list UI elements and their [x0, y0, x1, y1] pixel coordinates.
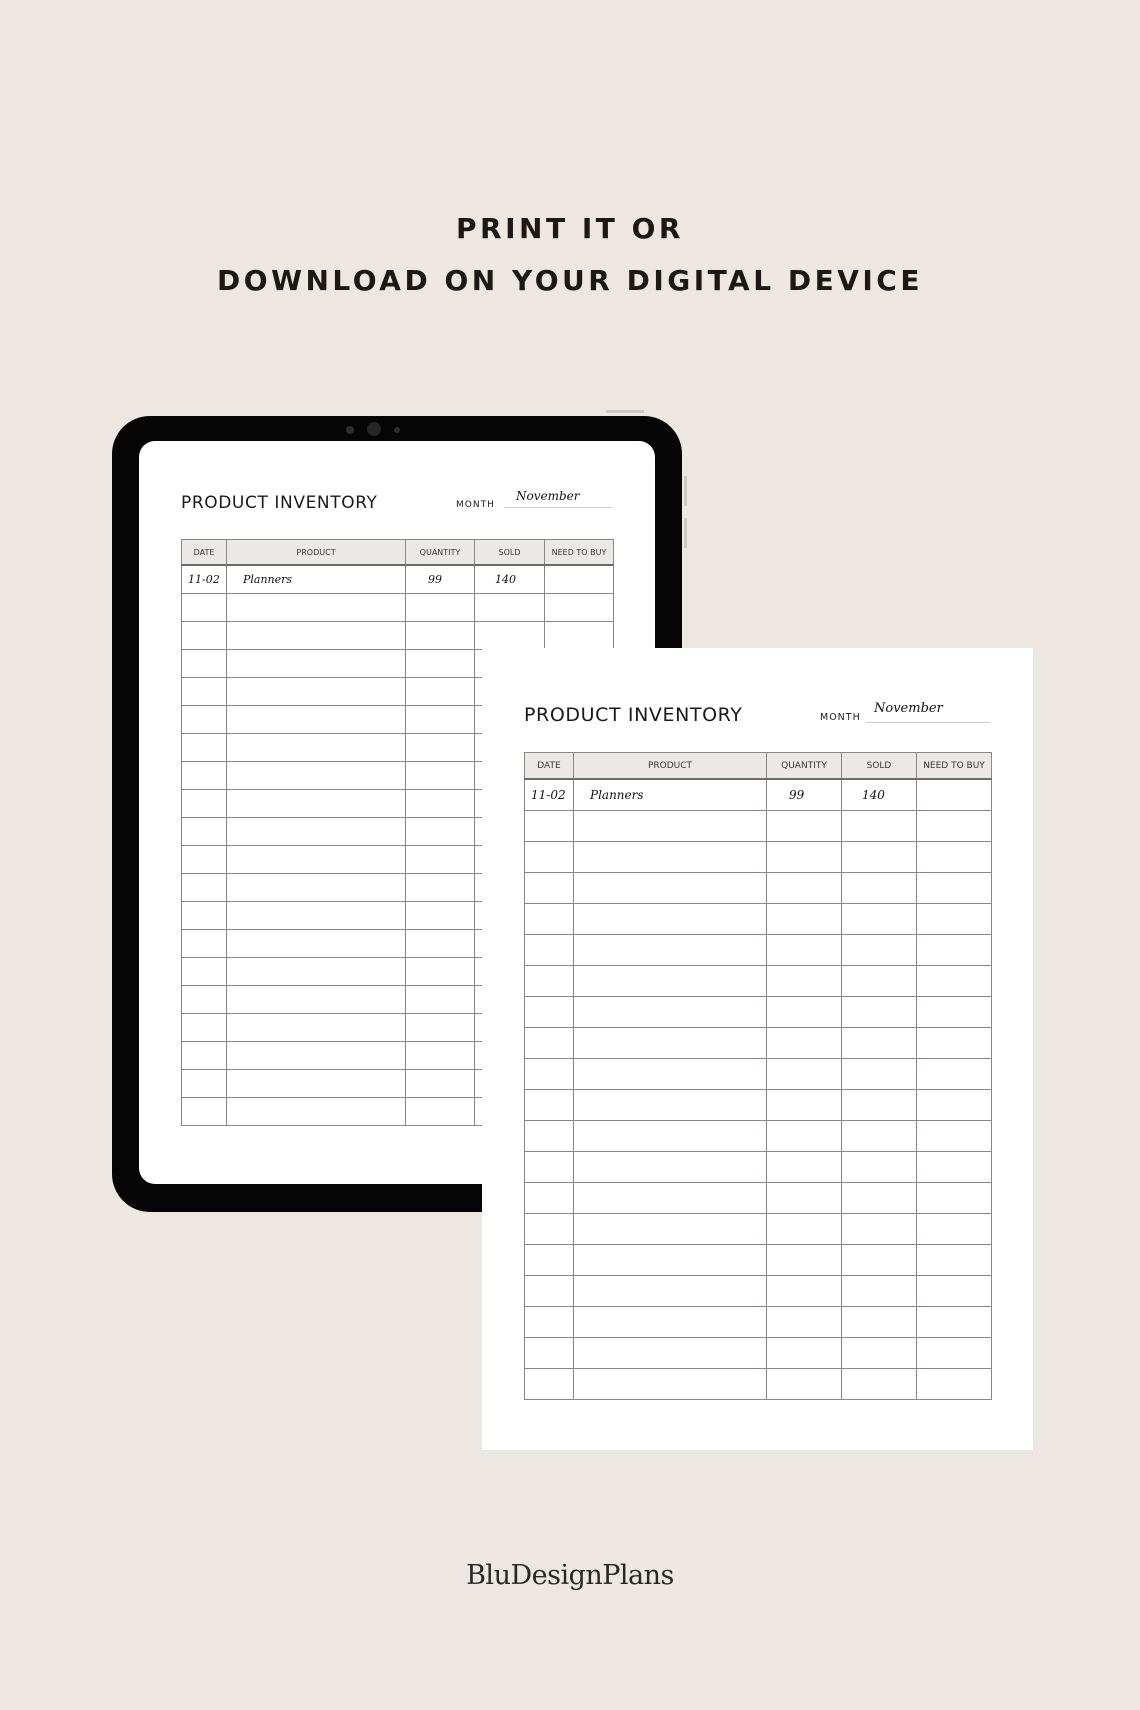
- cell-date-value: 11-02: [188, 573, 220, 586]
- table-row: [525, 1152, 992, 1183]
- cell-product[interactable]: [574, 966, 767, 997]
- cell-quantity-value: 99: [789, 788, 805, 802]
- cell-date[interactable]: [525, 873, 574, 904]
- cell-product[interactable]: [227, 986, 406, 1014]
- cell-date[interactable]: [182, 594, 227, 622]
- cell-date[interactable]: [525, 1121, 574, 1152]
- cell-product[interactable]: [574, 935, 767, 966]
- cell-date[interactable]: [525, 811, 574, 842]
- brand-logo: BluDesignPlans: [466, 1560, 674, 1591]
- cell-product[interactable]: [227, 846, 406, 874]
- cell-need-to-buy[interactable]: [545, 565, 614, 594]
- table-header-row: [182, 540, 614, 566]
- cell-date[interactable]: [182, 902, 227, 930]
- column-product-header: PRODUCT: [227, 540, 406, 566]
- cell-sold-value: 140: [862, 788, 885, 802]
- cell-product[interactable]: [227, 565, 406, 594]
- column-product-header: PRODUCT: [574, 753, 767, 780]
- cell-sold[interactable]: [842, 904, 917, 935]
- cell-sold[interactable]: [842, 1059, 917, 1090]
- table-header-row: [525, 753, 992, 780]
- cell-quantity[interactable]: [406, 1014, 475, 1042]
- table-row: [182, 594, 614, 622]
- cell-date[interactable]: [525, 1183, 574, 1214]
- cell-need-to-buy[interactable]: [917, 935, 992, 966]
- cell-product-value: Planners: [243, 573, 293, 586]
- cell-product[interactable]: [227, 1098, 406, 1126]
- cell-need-to-buy[interactable]: [917, 1307, 992, 1338]
- cell-sold[interactable]: [842, 842, 917, 873]
- table-row: [525, 842, 992, 873]
- table-row: [525, 1121, 992, 1152]
- cell-product[interactable]: [574, 997, 767, 1028]
- cell-date[interactable]: [182, 930, 227, 958]
- cell-date[interactable]: [525, 779, 574, 811]
- cell-date[interactable]: [525, 1369, 574, 1400]
- cell-product[interactable]: [227, 818, 406, 846]
- cell-need-to-buy[interactable]: [917, 1152, 992, 1183]
- cell-quantity[interactable]: [406, 790, 475, 818]
- cell-date[interactable]: [525, 842, 574, 873]
- cell-quantity[interactable]: [406, 678, 475, 706]
- cell-quantity[interactable]: [406, 1070, 475, 1098]
- cell-date[interactable]: [182, 565, 227, 594]
- cell-date[interactable]: [182, 706, 227, 734]
- cell-product[interactable]: [227, 1070, 406, 1098]
- cell-need-to-buy[interactable]: [545, 622, 614, 650]
- cell-product[interactable]: [227, 622, 406, 650]
- cell-product[interactable]: [574, 1090, 767, 1121]
- cell-need-to-buy[interactable]: [917, 873, 992, 904]
- cell-quantity[interactable]: [767, 1276, 842, 1307]
- cell-quantity[interactable]: [767, 904, 842, 935]
- cell-product-value: Planners: [590, 788, 644, 802]
- cell-sold[interactable]: [842, 1276, 917, 1307]
- cell-sold[interactable]: [475, 622, 545, 650]
- table-row: [525, 811, 992, 842]
- cell-date[interactable]: [525, 1059, 574, 1090]
- tablet-sensor-right: [394, 427, 400, 433]
- cell-quantity[interactable]: [767, 997, 842, 1028]
- cell-product[interactable]: [574, 1183, 767, 1214]
- cell-sold[interactable]: [475, 594, 545, 622]
- cell-need-to-buy[interactable]: [917, 1369, 992, 1400]
- cell-date[interactable]: [525, 1338, 574, 1369]
- cell-product[interactable]: [574, 1276, 767, 1307]
- cell-sold[interactable]: [842, 966, 917, 997]
- cell-quantity[interactable]: [767, 1028, 842, 1059]
- cell-quantity[interactable]: [767, 1059, 842, 1090]
- cell-date[interactable]: [525, 1245, 574, 1276]
- cell-sold[interactable]: [842, 1307, 917, 1338]
- cell-product[interactable]: [227, 958, 406, 986]
- cell-quantity[interactable]: [406, 650, 475, 678]
- cell-quantity[interactable]: [406, 565, 475, 594]
- column-need-to-buy-header: NEED TO BUY: [545, 540, 614, 566]
- cell-sold[interactable]: [842, 811, 917, 842]
- cell-quantity[interactable]: [406, 846, 475, 874]
- printed-page: [482, 648, 1033, 1450]
- cell-date[interactable]: [182, 958, 227, 986]
- cell-quantity[interactable]: [767, 1183, 842, 1214]
- cell-product[interactable]: [227, 734, 406, 762]
- cell-quantity[interactable]: [767, 842, 842, 873]
- column-date-header: DATE: [525, 753, 574, 780]
- cell-quantity[interactable]: [767, 1307, 842, 1338]
- table-row: [525, 1028, 992, 1059]
- cell-quantity[interactable]: [406, 986, 475, 1014]
- cell-need-to-buy[interactable]: [917, 1245, 992, 1276]
- cell-need-to-buy[interactable]: [917, 1183, 992, 1214]
- inventory-table: [524, 752, 992, 1400]
- cell-sold[interactable]: [842, 1214, 917, 1245]
- cell-product[interactable]: [227, 762, 406, 790]
- month-value: November: [874, 701, 943, 716]
- table-row: [525, 1059, 992, 1090]
- table-row: [525, 904, 992, 935]
- cell-product[interactable]: [227, 678, 406, 706]
- cell-sold[interactable]: [842, 1369, 917, 1400]
- cell-quantity[interactable]: [767, 1338, 842, 1369]
- cell-date[interactable]: [182, 1070, 227, 1098]
- cell-product[interactable]: [574, 1307, 767, 1338]
- cell-quantity[interactable]: [767, 1214, 842, 1245]
- cell-date[interactable]: [182, 790, 227, 818]
- cell-date[interactable]: [182, 762, 227, 790]
- column-quantity-header: QUANTITY: [767, 753, 842, 780]
- cell-quantity[interactable]: [767, 811, 842, 842]
- table-row: [525, 1307, 992, 1338]
- cell-product[interactable]: [574, 842, 767, 873]
- month-label: MONTH: [456, 500, 495, 510]
- cell-sold[interactable]: [842, 1028, 917, 1059]
- cell-need-to-buy[interactable]: [917, 1028, 992, 1059]
- cell-quantity[interactable]: [406, 874, 475, 902]
- cell-date[interactable]: [525, 935, 574, 966]
- cell-product[interactable]: [574, 1369, 767, 1400]
- cell-date[interactable]: [182, 986, 227, 1014]
- cell-product[interactable]: [574, 873, 767, 904]
- column-sold-header: SOLD: [475, 540, 545, 566]
- cell-need-to-buy[interactable]: [917, 1121, 992, 1152]
- cell-product[interactable]: [574, 811, 767, 842]
- cell-product[interactable]: [227, 930, 406, 958]
- cell-date[interactable]: [182, 622, 227, 650]
- table-row: [182, 565, 614, 594]
- cell-need-to-buy[interactable]: [917, 779, 992, 811]
- table-row: [525, 873, 992, 904]
- table-row: [182, 622, 614, 650]
- cell-sold[interactable]: [842, 997, 917, 1028]
- column-sold-header: SOLD: [842, 753, 917, 780]
- tablet-sensor-left: [346, 426, 354, 434]
- cell-date[interactable]: [182, 734, 227, 762]
- cell-product[interactable]: [574, 1121, 767, 1152]
- cell-quantity[interactable]: [406, 622, 475, 650]
- column-quantity-header: QUANTITY: [406, 540, 475, 566]
- cell-quantity[interactable]: [767, 1121, 842, 1152]
- planner-title: PRODUCT INVENTORY: [181, 493, 378, 513]
- cell-date[interactable]: [182, 650, 227, 678]
- cell-quantity[interactable]: [406, 762, 475, 790]
- cell-product[interactable]: [227, 874, 406, 902]
- cell-product[interactable]: [574, 904, 767, 935]
- cell-quantity[interactable]: [767, 873, 842, 904]
- cell-need-to-buy[interactable]: [917, 966, 992, 997]
- cell-quantity[interactable]: [406, 818, 475, 846]
- cell-date[interactable]: [182, 1042, 227, 1070]
- cell-sold[interactable]: [842, 1090, 917, 1121]
- cell-sold[interactable]: [842, 1121, 917, 1152]
- month-value: November: [516, 489, 580, 503]
- cell-sold[interactable]: [475, 565, 545, 594]
- cell-quantity[interactable]: [406, 930, 475, 958]
- cell-date[interactable]: [525, 904, 574, 935]
- cell-date[interactable]: [525, 1307, 574, 1338]
- headline-line-2: DOWNLOAD ON YOUR DIGITAL DEVICE: [217, 264, 923, 297]
- table-row: [525, 1338, 992, 1369]
- cell-quantity[interactable]: [767, 779, 842, 811]
- cell-need-to-buy[interactable]: [917, 1214, 992, 1245]
- cell-product[interactable]: [574, 1152, 767, 1183]
- cell-need-to-buy[interactable]: [917, 997, 992, 1028]
- cell-need-to-buy[interactable]: [917, 1338, 992, 1369]
- cell-date[interactable]: [525, 1152, 574, 1183]
- cell-quantity[interactable]: [406, 1098, 475, 1126]
- cell-sold[interactable]: [842, 935, 917, 966]
- cell-sold-value: 140: [495, 573, 516, 586]
- cell-date[interactable]: [182, 1014, 227, 1042]
- cell-date[interactable]: [525, 1276, 574, 1307]
- cell-product[interactable]: [227, 790, 406, 818]
- cell-product[interactable]: [227, 1042, 406, 1070]
- cell-sold[interactable]: [842, 1245, 917, 1276]
- cell-need-to-buy[interactable]: [917, 842, 992, 873]
- cell-quantity[interactable]: [406, 706, 475, 734]
- cell-quantity[interactable]: [406, 902, 475, 930]
- planner-title: PRODUCT INVENTORY: [524, 704, 743, 726]
- cell-date[interactable]: [182, 818, 227, 846]
- cell-need-to-buy[interactable]: [917, 1276, 992, 1307]
- table-row: [525, 997, 992, 1028]
- cell-need-to-buy[interactable]: [917, 904, 992, 935]
- cell-product[interactable]: [574, 1245, 767, 1276]
- table-row: [525, 1214, 992, 1245]
- cell-quantity[interactable]: [406, 594, 475, 622]
- cell-date[interactable]: [525, 1214, 574, 1245]
- cell-quantity-value: 99: [428, 573, 442, 586]
- cell-sold[interactable]: [842, 1338, 917, 1369]
- cell-sold[interactable]: [842, 873, 917, 904]
- tablet-camera-icon: [367, 422, 381, 436]
- cell-date[interactable]: [182, 846, 227, 874]
- table-row: [525, 1369, 992, 1400]
- cell-date[interactable]: [182, 1098, 227, 1126]
- cell-need-to-buy[interactable]: [545, 594, 614, 622]
- headline-line-1: PRINT IT OR: [456, 212, 684, 245]
- table-row: [525, 966, 992, 997]
- cell-product[interactable]: [227, 594, 406, 622]
- table-row: [525, 1090, 992, 1121]
- cell-product[interactable]: [574, 1214, 767, 1245]
- table-row: [525, 1183, 992, 1214]
- cell-date[interactable]: [525, 966, 574, 997]
- cell-quantity[interactable]: [767, 1369, 842, 1400]
- tablet-volume-up-button: [684, 476, 687, 506]
- cell-quantity[interactable]: [406, 734, 475, 762]
- cell-sold[interactable]: [842, 779, 917, 811]
- month-label: MONTH: [820, 712, 861, 723]
- cell-date-value: 11-02: [531, 788, 566, 802]
- cell-sold[interactable]: [842, 1183, 917, 1214]
- tablet-top-button: [606, 410, 644, 413]
- cell-need-to-buy[interactable]: [917, 1059, 992, 1090]
- cell-quantity[interactable]: [767, 935, 842, 966]
- cell-date[interactable]: [182, 874, 227, 902]
- cell-product[interactable]: [574, 1059, 767, 1090]
- cell-quantity[interactable]: [767, 1245, 842, 1276]
- cell-need-to-buy[interactable]: [917, 1090, 992, 1121]
- cell-product[interactable]: [574, 779, 767, 811]
- cell-product[interactable]: [227, 1014, 406, 1042]
- table-row: [525, 935, 992, 966]
- cell-product[interactable]: [227, 650, 406, 678]
- tablet-volume-down-button: [684, 518, 687, 548]
- column-need-to-buy-header: NEED TO BUY: [917, 753, 992, 780]
- cell-quantity[interactable]: [767, 1090, 842, 1121]
- cell-date[interactable]: [525, 1028, 574, 1059]
- cell-product[interactable]: [574, 1028, 767, 1059]
- cell-date[interactable]: [525, 997, 574, 1028]
- cell-product[interactable]: [227, 902, 406, 930]
- cell-quantity[interactable]: [406, 958, 475, 986]
- cell-date[interactable]: [525, 1090, 574, 1121]
- cell-quantity[interactable]: [406, 1042, 475, 1070]
- cell-sold[interactable]: [842, 1152, 917, 1183]
- column-date-header: DATE: [182, 540, 227, 566]
- cell-need-to-buy[interactable]: [917, 811, 992, 842]
- cell-quantity[interactable]: [767, 1152, 842, 1183]
- cell-quantity[interactable]: [767, 966, 842, 997]
- cell-product[interactable]: [574, 1338, 767, 1369]
- table-row: [525, 779, 992, 811]
- table-row: [525, 1245, 992, 1276]
- table-row: [525, 1276, 992, 1307]
- cell-product[interactable]: [227, 706, 406, 734]
- cell-date[interactable]: [182, 678, 227, 706]
